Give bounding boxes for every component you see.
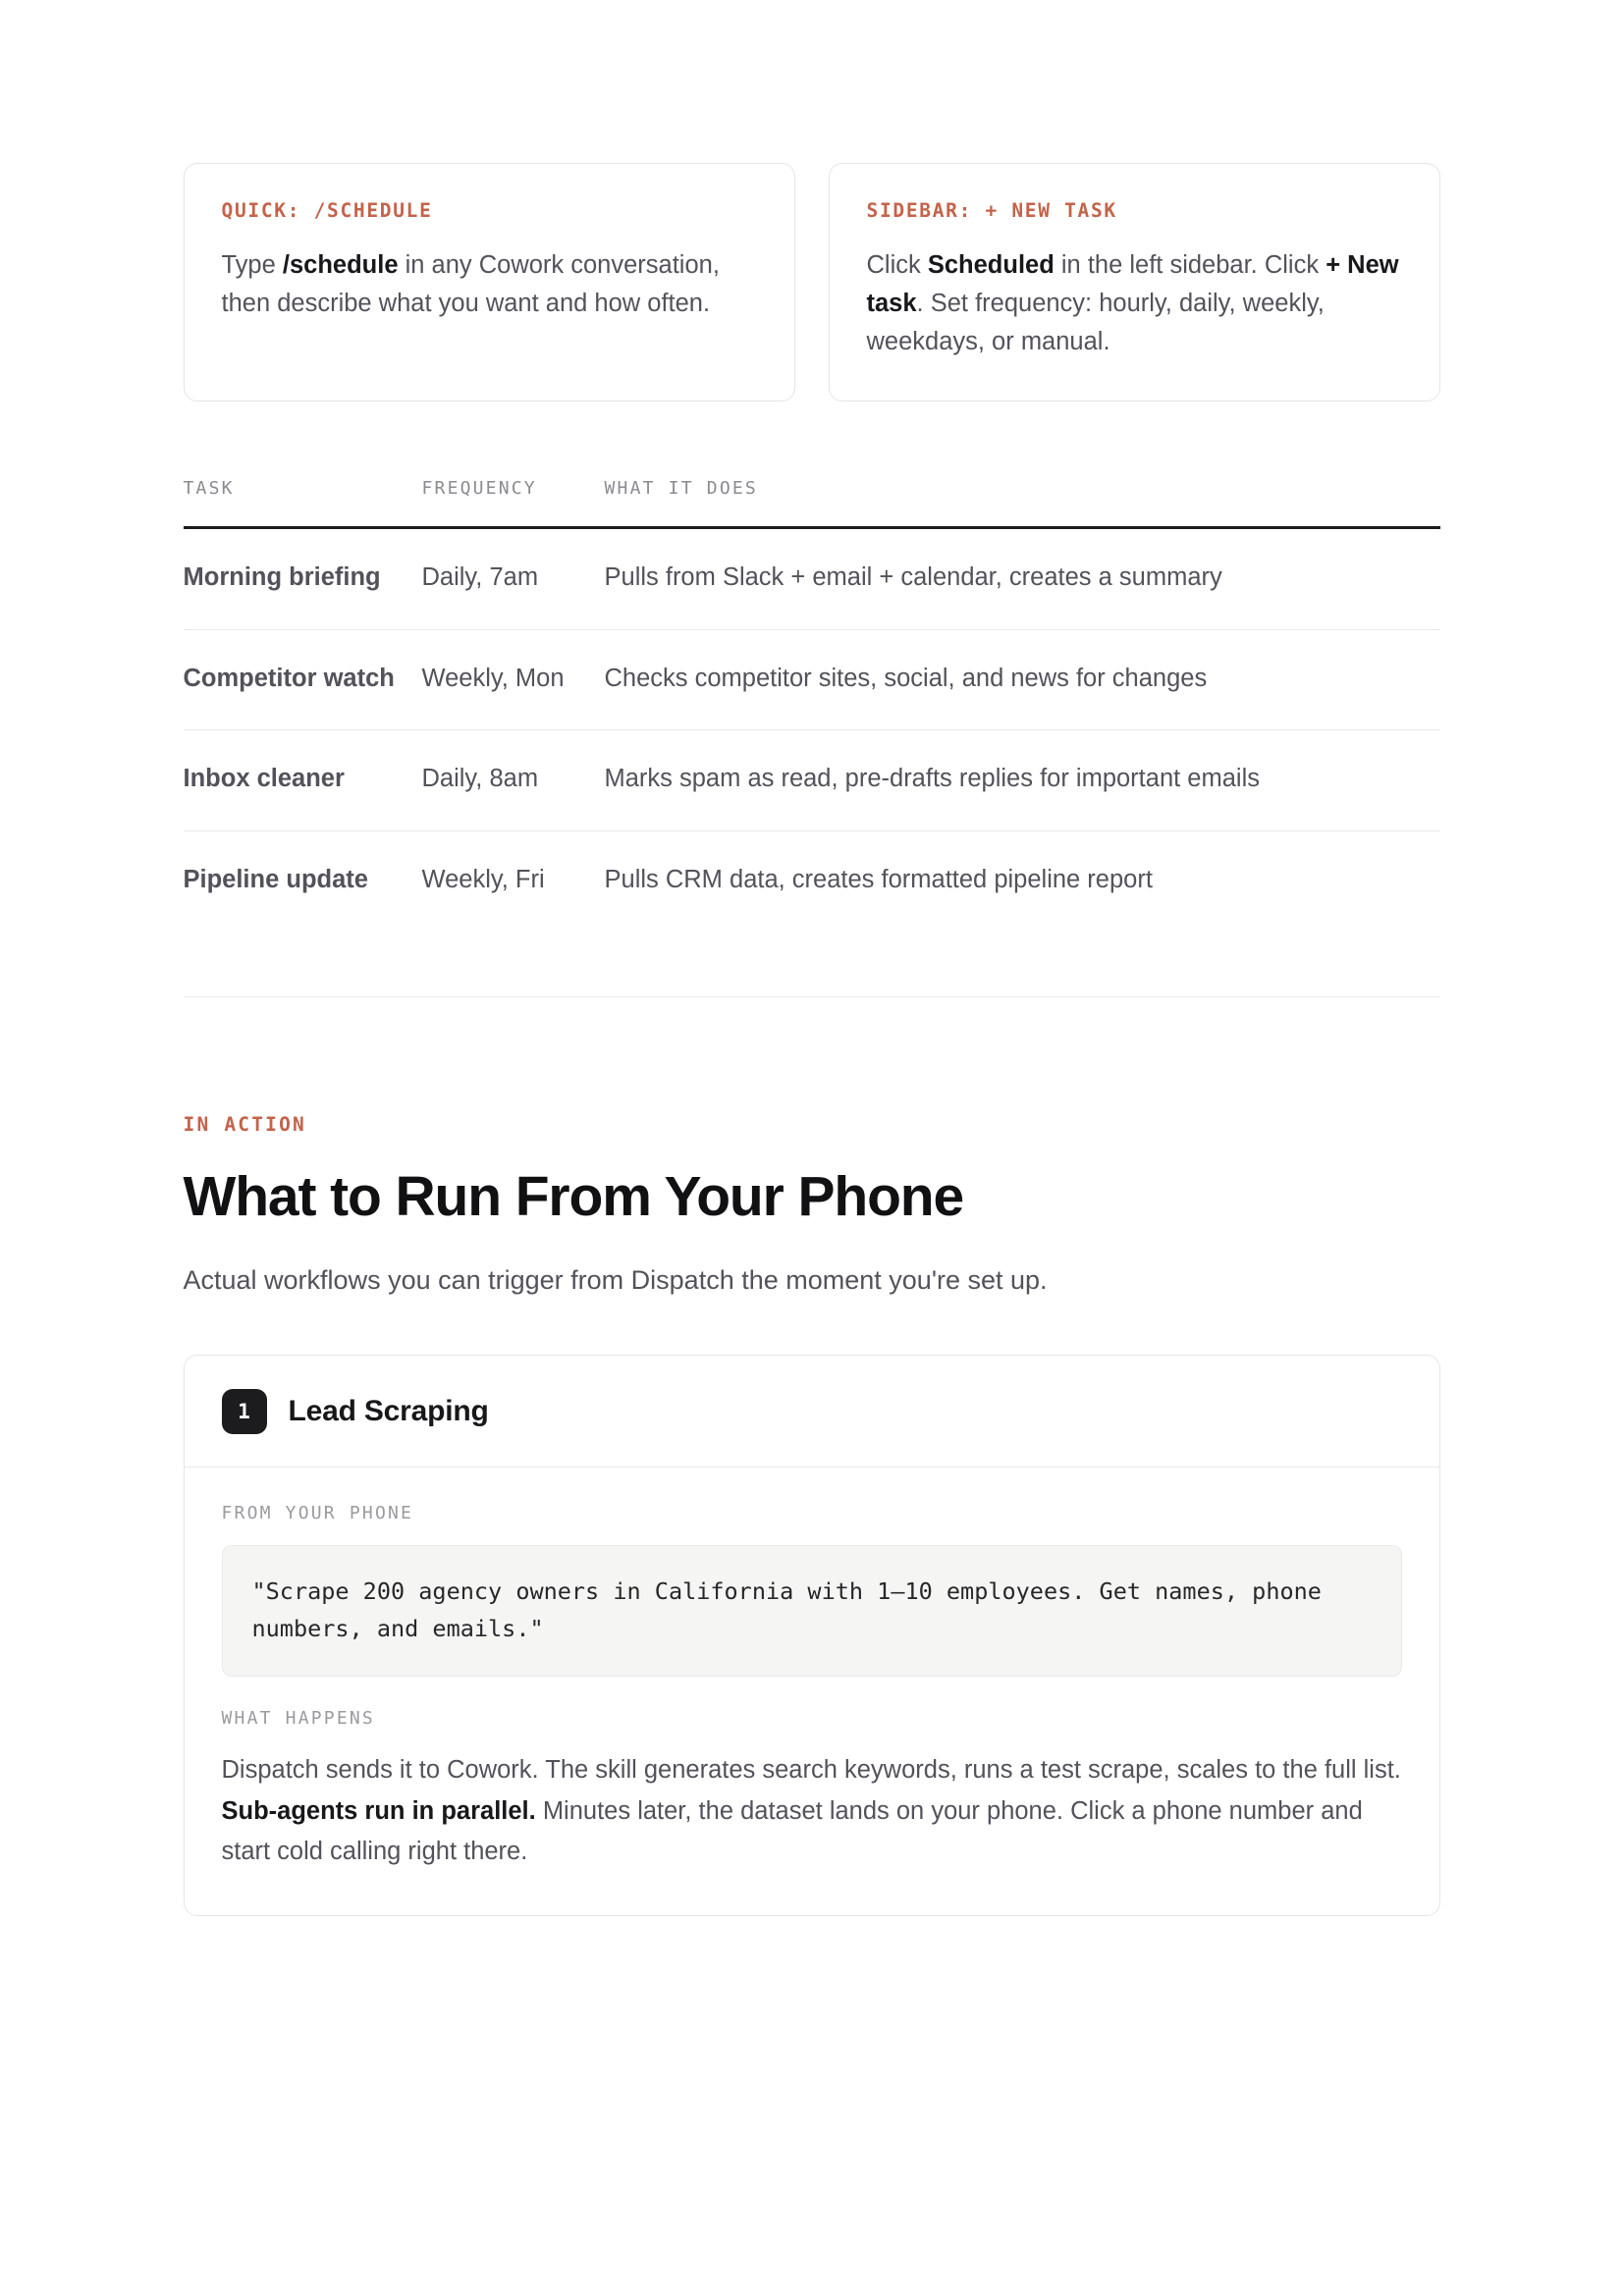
section-divider: [184, 996, 1440, 998]
callout-text-tail: . Set frequency: hourly, daily, weekly, weekdays, or manual.: [866, 290, 1325, 355]
scheduled-tasks-table: [184, 478, 1440, 932]
table-row: [184, 831, 1440, 932]
cell-description: Checks competitor sites, social, and news for changes: [605, 629, 1440, 730]
result-paragraph: [222, 1750, 1402, 1872]
result-label: WHAT HAPPENS: [221, 1708, 375, 1730]
page-title: What to Run From Your Phone: [183, 1165, 964, 1229]
callout-eyebrow-quick-schedule: QUICK: /SCHEDULE: [221, 199, 433, 222]
callout-label-scheduled: Scheduled: [927, 251, 1055, 279]
workflow-card-lead-scraping: [184, 1355, 1440, 1916]
table-header: [184, 478, 1440, 528]
cell-description: Marks spam as read, pre-drafts replies for important emails: [605, 730, 1440, 831]
result-text-lead: Dispatch sends it to Cowork. The skill generates search keywords, runs a test scrape, scales to the full list.: [221, 1756, 1401, 1785]
result-highlight: Sub-agents run in parallel.: [221, 1796, 536, 1825]
callout-text-tail: in any Cowork conversation, then describe what you want and how often.: [221, 251, 720, 317]
content-container: [184, 163, 1440, 1916]
table-body: [184, 528, 1440, 932]
result-text-tail: Minutes later, the dataset lands on your phone. Click a phone number and start cold calling right there.: [221, 1796, 1363, 1865]
workflow-card-body: [185, 1468, 1439, 1915]
cell-description: Pulls from Slack + email + calendar, creates a summary: [605, 528, 1440, 630]
prompt-code-block: "Scrape 200 agency owners in California with 1–10 employees. Get names, phone numbers, and emails.": [222, 1545, 1402, 1677]
table-row: [184, 629, 1440, 730]
callout-eyebrow-sidebar-new-task: SIDEBAR: + NEW TASK: [866, 199, 1117, 222]
table-row: [184, 730, 1440, 831]
workflow-card-title: Lead Scraping: [288, 1395, 489, 1428]
cell-task-name: Competitor watch: [184, 629, 422, 730]
step-number-badge: 1: [222, 1389, 267, 1434]
workflow-card-header: [185, 1356, 1439, 1468]
column-header-frequency: FREQUENCY: [421, 478, 537, 499]
callout-command-schedule: /schedule: [282, 251, 399, 279]
cell-task-name: Inbox cleaner: [184, 730, 422, 831]
callout-text-lead: Type: [221, 251, 283, 279]
table-header-row: [184, 478, 1440, 528]
prompt-label: FROM YOUR PHONE: [221, 1503, 414, 1524]
column-header-what-it-does: WHAT IT DOES: [604, 478, 758, 499]
cell-frequency: Daily, 7am: [422, 528, 605, 630]
cell-task-name: Pipeline update: [183, 866, 368, 894]
callout-body-quick-schedule: [222, 246, 757, 323]
callout-card-quick-schedule: [184, 163, 795, 401]
section-subtitle: Actual workflows you can trigger from Dispatch the moment you're set up.: [183, 1265, 1048, 1296]
cell-task-name: Morning briefing: [184, 528, 422, 630]
column-header-task: TASK: [183, 478, 235, 499]
callout-card-group: [184, 163, 1440, 401]
callout-text-lead: Click: [866, 251, 928, 279]
in-action-section: [184, 1113, 1440, 1916]
callout-label-new-task: + New task: [866, 251, 1399, 317]
cell-frequency: Weekly, Mon: [422, 629, 605, 730]
table-row: [184, 528, 1440, 630]
callout-card-sidebar-new-task: [829, 163, 1440, 401]
cell-frequency: Weekly, Fri: [421, 866, 545, 894]
cell-description: Pulls CRM data, creates formatted pipeline report: [604, 866, 1153, 894]
callout-body-sidebar-new-task: [867, 246, 1402, 361]
cell-frequency: Daily, 8am: [422, 730, 605, 831]
callout-text-mid: in the left sidebar. Click: [1054, 251, 1326, 279]
section-eyebrow: IN ACTION: [183, 1113, 306, 1137]
